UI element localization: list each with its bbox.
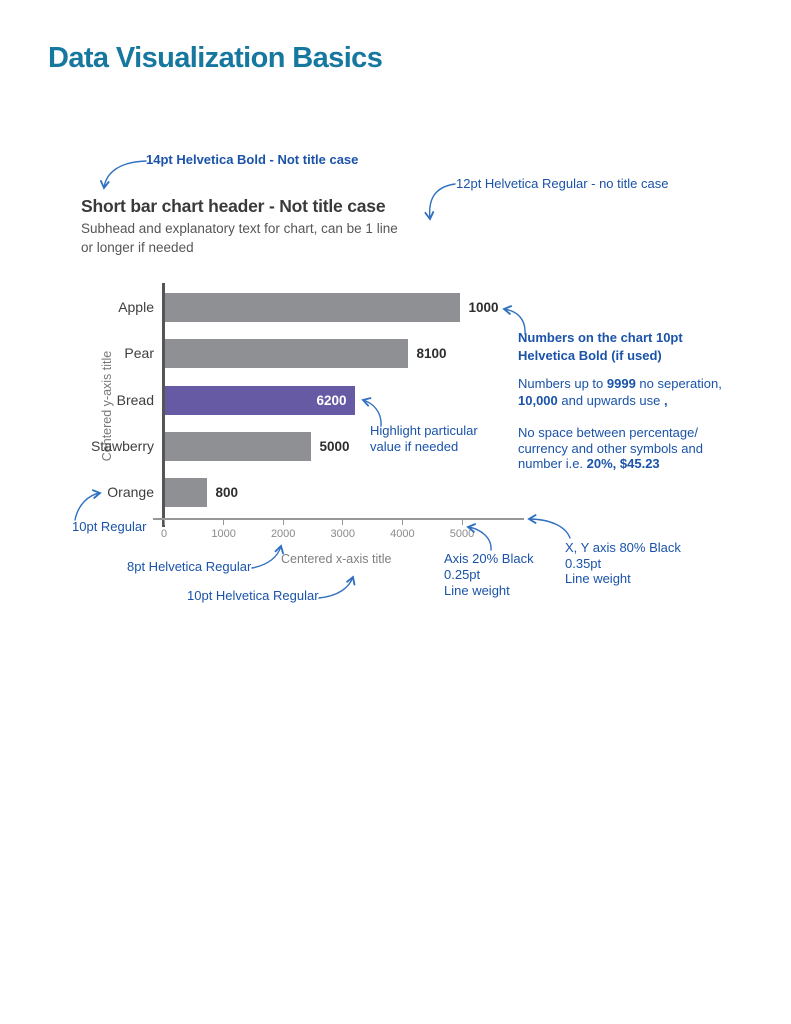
callout-separator-rule [518,376,722,409]
arrow-header-note [104,161,146,188]
callout-highlight-line2: value if needed [370,439,459,454]
callout-axis20-line3: Line weight [444,583,510,598]
arrow-xtick-note [252,546,281,568]
callout-axis20-line2: 0.25pt [444,567,481,582]
bar [165,339,408,368]
callout-xtitle-style: 10pt Helvetica Regular [187,588,319,603]
chart-subhead [81,220,398,257]
callout-header-style: 14pt Helvetica Bold - Not title case [146,152,359,167]
page-title: Data Visualization Basics [48,42,383,74]
x-tick-label: 1000 [211,528,236,540]
bar [165,478,207,507]
callout-chart-numbers-line1: Numbers on the chart 10pt [518,330,683,345]
callout-xtick-style: 8pt Helvetica Regular [127,559,252,574]
bar [165,432,311,461]
x-axis-line [153,518,524,520]
x-tick [342,519,343,525]
value-label: 8100 [416,346,447,362]
chart-subhead-line1: Subhead and explanatory text for chart, can be 1 line [81,221,398,236]
callout-chart-numbers [518,329,683,364]
callout-axis-20 [444,551,534,599]
value-label: 5000 [319,438,350,454]
callout-axis20-line1: Axis 20% Black [444,551,534,566]
callout-axis-80 [565,540,681,587]
chart-header: Short bar chart header - Not title case [81,196,386,216]
arrow-axis80-note [529,519,570,538]
chart-subhead-line2: or longer if needed [81,239,194,255]
category-label: Pear [124,345,154,362]
x-tick-label: 4000 [390,528,415,540]
x-tick [462,519,463,525]
callout-highlight [370,423,478,455]
callout-highlight-line1: Highlight particular [370,423,478,438]
callout-symbol-line3: number i.e. 20%, $45.23 [518,456,660,471]
callout-ytick-style: 10pt Regular [72,519,147,534]
category-label: Orange [107,484,154,501]
x-axis-title: Centered x-axis title [281,552,392,566]
x-tick [223,519,224,525]
callout-chart-numbers-line2: Helvetica Bold (if used) [518,347,662,363]
x-tick [283,519,284,525]
value-label: 800 [215,485,239,501]
callout-symbol-line1: No space between percentage/ [518,425,698,440]
callout-axis80-line1: X, Y axis 80% Black [565,540,681,555]
value-label: 1000 [468,300,499,315]
category-label: Apple [118,299,154,315]
callout-symbol-rule [518,425,703,472]
x-tick-label: 3000 [330,528,356,540]
x-tick [164,519,165,525]
y-axis-title: Centered y-axis title [100,350,114,462]
category-label: Stawberry [90,437,154,454]
callout-separator-line2: 10,000 and upwards use , [518,392,668,408]
x-tick-label: 5000 [449,528,475,540]
callout-axis80-line3: Line weight [565,571,631,586]
callout-separator-line1: Numbers up to 9999 no seperation, [518,376,722,391]
arrow-subhead-note [430,184,455,219]
callout-subhead-style: 12pt Helvetica Regular - no title case [456,176,669,191]
x-tick-label: 0 [160,528,168,540]
arrow-xtitle-note [319,577,353,598]
callout-axis80-line2: 0.35pt [565,555,602,571]
x-tick [402,519,403,525]
category-label: Bread [116,391,154,408]
x-tick-label: 2000 [270,528,296,540]
callout-symbol-line2: currency and other symbols and [518,440,703,456]
value-label: 6200 [316,392,347,408]
bar [165,293,460,322]
